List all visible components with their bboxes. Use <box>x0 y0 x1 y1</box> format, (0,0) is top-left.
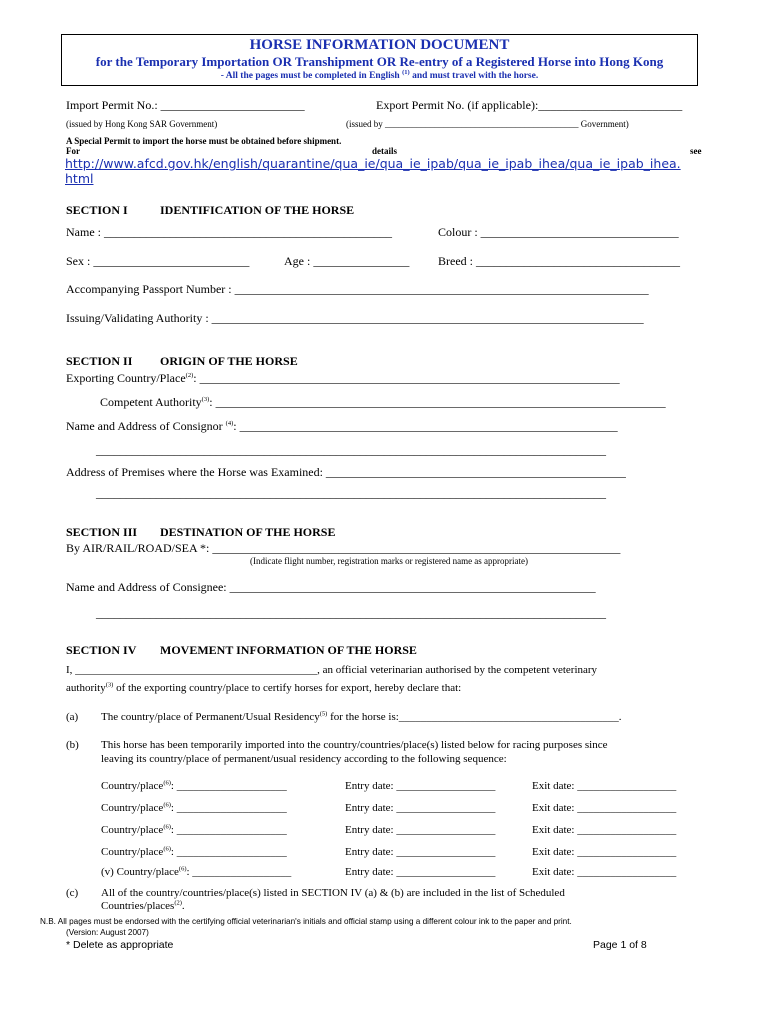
residency-field[interactable]: The country/place of Permanent/Usual Residency$^{(5)}$ for the horse is:________________________________________. <box>101 710 622 723</box>
page-number: Page 1 of 8 <box>593 939 647 951</box>
section-2-number: SECTION II <box>66 354 133 368</box>
competent-authority-field[interactable]: Competent Authority$^{(3)}$: ___________________________________________________________________________ <box>100 395 666 409</box>
afcd-link-continued[interactable]: html <box>65 171 94 186</box>
import-issued-note: (issued by Hong Kong SAR Government) <box>66 119 218 129</box>
horse-breed-field[interactable]: Breed : __________________________________ <box>438 254 680 268</box>
consignee-field-line2[interactable]: _____________________________________________________________________________________ <box>96 606 606 620</box>
item-b-label: (b) <box>66 739 79 751</box>
export-issued-field[interactable]: (issued by ___________________________________________ Government) <box>346 119 629 129</box>
movement-country-field[interactable]: Country/place$^{(6)}$: ____________________ <box>101 823 287 836</box>
movement-entry-date-field[interactable]: Entry date: __________________ <box>345 846 496 858</box>
completion-note: - All the pages must be completed in English $^{(1)}$ and must travel with the horse. <box>220 68 539 81</box>
movement-exit-date-field[interactable]: Exit date: __________________ <box>532 780 677 792</box>
exporting-country-field[interactable]: Exporting Country/Place$^{(2)}$: ______________________________________________________________________ <box>66 371 620 385</box>
section-1-title: IDENTIFICATION OF THE HORSE <box>160 203 355 217</box>
for-word: For <box>66 146 80 156</box>
item-c-text-line1: All of the country/countries/place(s) listed in SECTION IV (a) & (b) are included in the list of Scheduled <box>101 887 565 899</box>
export-permit-field[interactable]: Export Permit No. (if applicable):________________________ <box>376 98 683 112</box>
see-word: see <box>690 146 702 156</box>
item-a-label: (a) <box>66 711 79 723</box>
item-b-text-line2: leaving its country/place of permanent/usual residency according to the following sequence: <box>101 753 507 765</box>
transport-hint: (Indicate flight number, registration marks or registered name as appropriate) <box>250 556 529 566</box>
movement-entry-date-field[interactable]: Entry date: __________________ <box>345 866 496 878</box>
delete-note: * Delete as appropriate <box>66 939 174 951</box>
endorsement-note: N.B. All pages must be endorsed with the certifying official veterinarian's initials and official stamp using a different colour ink to the paper and print. <box>40 917 572 926</box>
movement-entry-date-field[interactable]: Entry date: __________________ <box>345 780 496 792</box>
movement-country-field[interactable]: (v) Country/place$^{(6)}$: __________________ <box>101 865 292 878</box>
section-4-number: SECTION IV <box>66 643 137 657</box>
version-note: (Version: August 2007) <box>66 928 149 937</box>
declaration-intro: authority$^{(3)}$ of the exporting country/place to certify horses for export, hereby declare that: <box>66 681 462 694</box>
movement-exit-date-field[interactable]: Exit date: __________________ <box>532 824 677 836</box>
movement-country-field[interactable]: Country/place$^{(6)}$: ____________________ <box>101 779 287 792</box>
horse-age-field[interactable]: Age : ________________ <box>284 254 410 268</box>
movement-exit-date-field[interactable]: Exit date: __________________ <box>532 846 677 858</box>
horse-name-field[interactable]: Name : ________________________________________________ <box>66 225 392 239</box>
afcd-link[interactable]: http://www.afcd.gov.hk/english/quarantine/qua_ie/qua_ie_ipab/qua_ie_ipab_ihea/qua_ie_ipab_ihea. <box>65 156 681 171</box>
movement-exit-date-field[interactable]: Exit date: __________________ <box>532 866 677 878</box>
item-c-text-line2: Countries/places$^{(2)}$. <box>101 899 185 912</box>
item-b-text-line1: This horse has been temporarily imported into the country/countries/place(s) listed below for racing purposes since <box>101 739 608 751</box>
header-box <box>61 34 698 86</box>
section-1-number: SECTION I <box>66 203 128 217</box>
section-4-title: MOVEMENT INFORMATION OF THE HORSE <box>160 643 417 657</box>
movement-entry-date-field[interactable]: Entry date: __________________ <box>345 802 496 814</box>
premises-address-field[interactable]: Address of Premises where the Horse was Examined: __________________________________________________ <box>66 465 626 479</box>
veterinarian-name-field[interactable]: I, ____________________________________________, an official veterinarian authorised by the competent veterinary <box>66 664 598 676</box>
section-3-title: DESTINATION OF THE HORSE <box>160 525 336 539</box>
premises-address-field-line2[interactable]: _____________________________________________________________________________________ <box>96 486 606 500</box>
document-subtitle: for the Temporary Importation OR Transhipment OR Re-entry of a Registered Horse into Hong Kong <box>95 54 664 69</box>
movement-country-field[interactable]: Country/place$^{(6)}$: ____________________ <box>101 845 287 858</box>
movement-exit-date-field[interactable]: Exit date: __________________ <box>532 802 677 814</box>
consignor-field-line2[interactable]: _____________________________________________________________________________________ <box>96 443 606 457</box>
special-permit-note: A Special Permit to import the horse must be obtained before shipment. <box>66 136 342 146</box>
passport-number-field[interactable]: Accompanying Passport Number : _____________________________________________________________________ <box>66 282 649 296</box>
consignee-field[interactable]: Name and Address of Consignee: _____________________________________________________________ <box>66 580 596 594</box>
consignor-field[interactable]: Name and Address of Consignor $^{(4)}$: _______________________________________________________________ <box>66 419 618 433</box>
horse-sex-field[interactable]: Sex : __________________________ <box>66 254 250 268</box>
horse-colour-field[interactable]: Colour : _________________________________ <box>438 225 679 239</box>
transport-field[interactable]: By AIR/RAIL/ROAD/SEA *: ____________________________________________________________________ <box>66 541 621 555</box>
import-permit-field[interactable]: Import Permit No.: ________________________ <box>66 98 305 112</box>
document-title: HORSE INFORMATION DOCUMENT <box>249 37 510 53</box>
details-word: details <box>372 146 398 156</box>
section-3-number: SECTION III <box>66 525 138 539</box>
movement-country-field[interactable]: Country/place$^{(6)}$: ____________________ <box>101 801 287 814</box>
movement-entry-date-field[interactable]: Entry date: __________________ <box>345 824 496 836</box>
item-c-label: (c) <box>66 887 79 899</box>
issuing-authority-field[interactable]: Issuing/Validating Authority : ________________________________________________________________________ <box>66 311 644 325</box>
section-2-title: ORIGIN OF THE HORSE <box>160 354 298 368</box>
